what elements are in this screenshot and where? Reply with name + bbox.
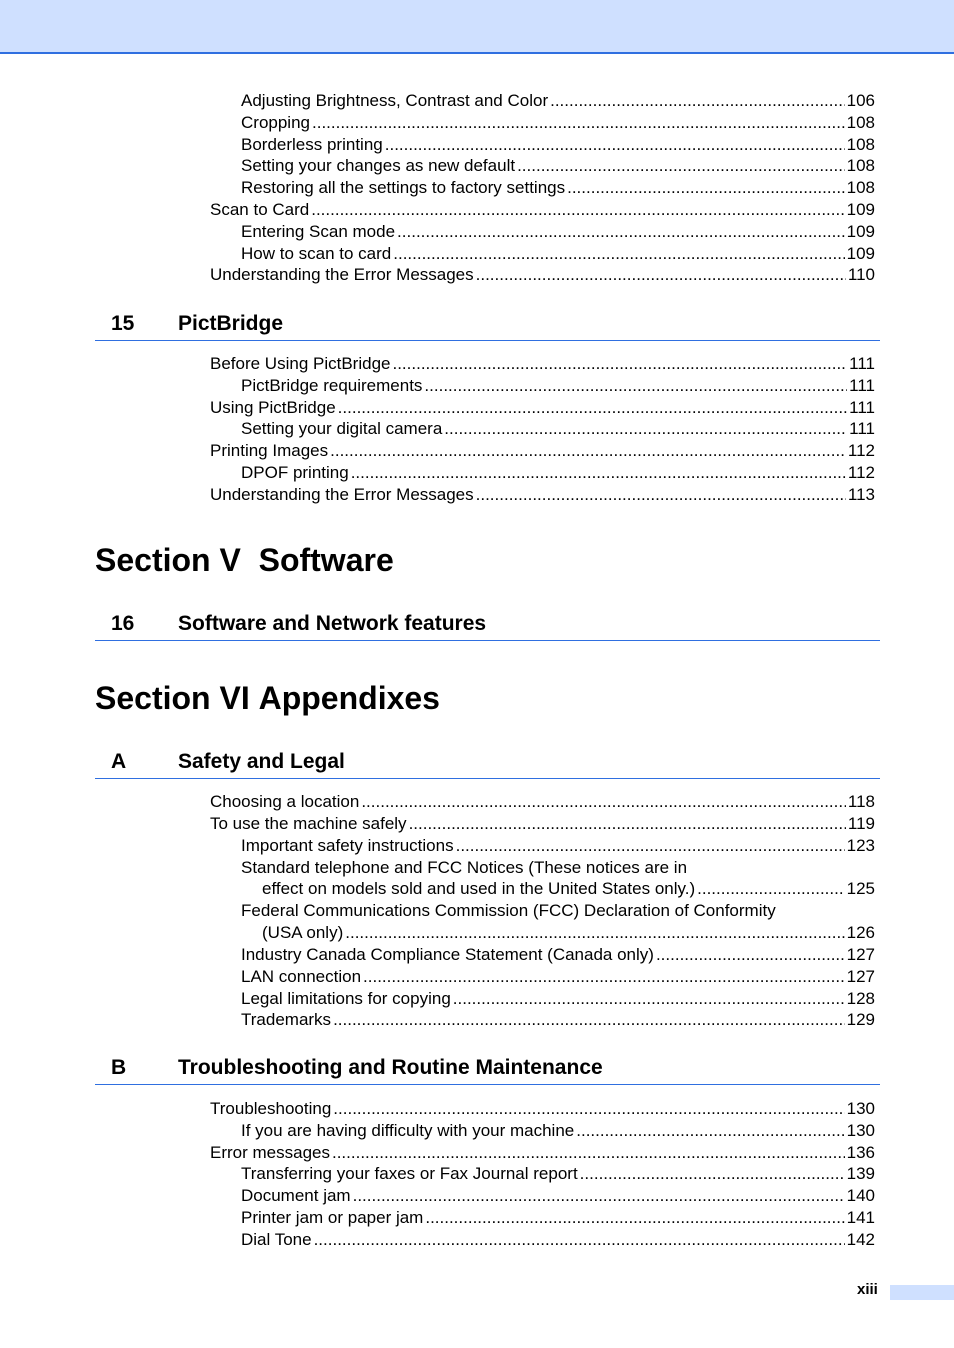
toc-entry-page: 109: [846, 243, 875, 263]
chapter-number: B: [111, 1056, 127, 1079]
toc-entry[interactable]: [210, 1142, 875, 1163]
toc-entry-title: Industry Canada Compliance Statement (Canada only): [241, 945, 654, 964]
toc-entry-title: If you are having difficulty with your machine: [241, 1120, 575, 1140]
chapter-title: Troubleshooting and Routine Maintenance: [178, 1056, 603, 1079]
toc-entry-page: 123: [846, 836, 875, 855]
chapter-15-heading[interactable]: [95, 312, 880, 341]
leader-dots: [697, 878, 844, 899]
chapter-title: Safety and Legal: [178, 750, 345, 773]
toc-entry-page: 130: [846, 1099, 875, 1118]
toc-entry[interactable]: [241, 177, 875, 198]
leader-dots: [385, 134, 845, 155]
toc-entry[interactable]: [241, 1009, 875, 1030]
toc-entry-title-line1[interactable]: Standard telephone and FCC Notices (These notices are in: [241, 858, 688, 877]
toc-entry-page: 126: [846, 923, 875, 942]
toc-entry[interactable]: [241, 966, 875, 987]
toc-entry-page: 140: [846, 1186, 875, 1206]
toc-entry[interactable]: [210, 813, 875, 834]
toc-entry-title: Error messages: [210, 1142, 330, 1162]
toc-entry-page: 108: [846, 178, 875, 198]
toc-entry-page: 136: [846, 1142, 875, 1162]
leader-dots: [338, 397, 847, 418]
toc-entry[interactable]: [210, 199, 875, 220]
toc-entry-page: 109: [846, 221, 875, 241]
toc-entry[interactable]: [241, 944, 875, 965]
toc-entry-page: 112: [847, 463, 875, 482]
toc-entry-title: LAN connection: [241, 967, 362, 986]
toc-entry-page: 128: [846, 989, 875, 1008]
toc-entry-title: Transferring your faxes or Fax Journal report: [241, 1164, 578, 1184]
toc-entry-title: Troubleshooting: [210, 1099, 332, 1118]
toc-entry-page: 111: [849, 419, 875, 439]
toc-entry-title: Printer jam or paper jam: [241, 1208, 424, 1227]
toc-entry-title: Scan to Card: [210, 200, 310, 219]
toc-entry[interactable]: [241, 90, 875, 111]
toc-entry[interactable]: [241, 243, 875, 264]
toc-entry-title: Using PictBridge: [210, 397, 336, 417]
leader-dots: [345, 922, 844, 943]
section-number: Section V: [95, 542, 241, 578]
toc-entry-title: DPOF printing: [241, 463, 349, 482]
toc-entry-page: 129: [846, 1010, 875, 1029]
toc-entry-title: Borderless printing: [241, 134, 383, 154]
toc-entry-title: Setting your changes as new default: [241, 156, 516, 176]
toc-entry-page: 111: [849, 375, 875, 395]
toc-entry-title: Setting your digital camera: [241, 419, 443, 439]
leader-dots: [351, 462, 846, 483]
toc-entry[interactable]: [241, 1120, 875, 1141]
toc-entry[interactable]: [210, 484, 875, 505]
toc-entry-title: Adjusting Brightness, Contrast and Color: [241, 91, 549, 110]
chapter-16-heading[interactable]: [95, 612, 880, 641]
leader-dots: [444, 418, 847, 439]
toc-entry[interactable]: [241, 1163, 875, 1184]
section-vi-heading: [95, 680, 440, 717]
chapter-b-heading[interactable]: [95, 1056, 880, 1085]
toc-entry-title: Cropping: [241, 112, 310, 132]
toc-entry[interactable]: [241, 1207, 875, 1228]
toc-entry-title: PictBridge requirements: [241, 375, 423, 395]
leader-dots: [393, 243, 844, 264]
header-band: [0, 0, 954, 54]
section-title: Software: [258, 542, 394, 578]
toc-entry-page: 111: [849, 354, 875, 373]
toc-entry[interactable]: [210, 397, 875, 418]
toc-entry[interactable]: [241, 221, 875, 242]
chapter-title: PictBridge: [178, 312, 284, 335]
toc-entry[interactable]: [210, 791, 875, 812]
leader-dots: [409, 813, 846, 834]
footer-tab: [890, 1285, 954, 1300]
toc-entry-page: 109: [846, 200, 875, 219]
leader-dots: [456, 835, 845, 856]
leader-dots: [656, 944, 845, 965]
leader-dots: [550, 90, 845, 111]
section-number: Section VI: [95, 680, 250, 716]
toc-entry-page: 106: [846, 91, 875, 110]
toc-entry-page: 118: [847, 792, 875, 811]
toc-entry-title: Important safety instructions: [241, 836, 454, 855]
toc-entry[interactable]: [262, 922, 875, 943]
page-number: xiii: [857, 1281, 878, 1298]
section-title: Appendixes: [258, 680, 440, 716]
toc-entry[interactable]: [262, 878, 875, 899]
toc-entry-title: To use the machine safely: [210, 814, 407, 833]
leader-dots: [392, 353, 847, 374]
leader-dots: [517, 155, 845, 176]
toc-entry-title: How to scan to card: [241, 243, 392, 263]
leader-dots: [330, 440, 846, 461]
toc-entry[interactable]: [210, 1098, 875, 1119]
chapter-title: Software and Network features: [178, 612, 487, 635]
leader-dots: [332, 1142, 845, 1163]
leader-dots: [333, 1009, 845, 1030]
leader-dots: [397, 221, 845, 242]
toc-entry[interactable]: [241, 112, 875, 133]
section-v-heading: [95, 542, 394, 579]
toc-entry-title: Printing Images: [210, 441, 329, 461]
chapter-number: 16: [111, 612, 135, 635]
leader-dots: [476, 264, 846, 285]
toc-entry[interactable]: [210, 353, 875, 374]
leader-dots: [580, 1163, 845, 1184]
leader-dots: [476, 484, 846, 505]
toc-entry-page: 130: [846, 1120, 875, 1140]
leader-dots: [312, 112, 845, 133]
toc-entry-page: 125: [846, 879, 875, 898]
toc-entry-title: Trademarks: [241, 1010, 332, 1029]
leader-dots: [453, 988, 845, 1009]
toc-entry-title: Dial Tone: [241, 1229, 312, 1249]
leader-dots: [363, 966, 845, 987]
toc-entry-page: 139: [846, 1164, 875, 1184]
toc-entry-page: 119: [847, 814, 875, 833]
toc-entry[interactable]: [241, 835, 875, 856]
toc-entry-title: Before Using PictBridge: [210, 354, 391, 373]
toc-entry-title: (USA only): [262, 923, 344, 942]
toc-entry-title: Entering Scan mode: [241, 221, 396, 241]
toc-entry[interactable]: [210, 264, 875, 285]
leader-dots: [567, 177, 845, 198]
toc-entry-title: Understanding the Error Messages: [210, 265, 474, 285]
toc-entry[interactable]: [241, 1185, 875, 1206]
toc-entry-title: effect on models sold and used in the United States only.): [262, 879, 696, 898]
toc-entry[interactable]: [241, 462, 875, 483]
toc-entry-page: 113: [847, 484, 875, 504]
toc-entry[interactable]: [241, 1229, 875, 1250]
toc-entry-title: Understanding the Error Messages: [210, 484, 474, 504]
leader-dots: [425, 1207, 844, 1228]
toc-entry[interactable]: [210, 440, 875, 461]
toc-entry-page: 141: [846, 1208, 875, 1227]
toc-entry-page: 110: [847, 265, 875, 285]
toc-entry-page: 108: [846, 134, 875, 154]
toc-entry[interactable]: [241, 988, 875, 1009]
toc-entry[interactable]: [241, 375, 875, 396]
toc-entry-page: 111: [849, 397, 875, 417]
toc-entry-page: 112: [847, 441, 875, 461]
toc-entry-page: 142: [846, 1229, 875, 1249]
toc-entry-title: Document jam: [241, 1186, 351, 1206]
toc-entry-page: 108: [846, 112, 875, 132]
leader-dots: [314, 1229, 845, 1250]
chapter-number: 15: [111, 312, 135, 335]
toc-entry[interactable]: [241, 134, 875, 155]
toc-entry-title-line1[interactable]: Federal Communications Commission (FCC) Declaration of Conformity: [241, 901, 776, 920]
chapter-number: A: [111, 750, 127, 773]
leader-dots: [424, 375, 847, 396]
leader-dots: [333, 1098, 844, 1119]
chapter-a-heading[interactable]: [95, 750, 880, 779]
toc-entry-page: 108: [846, 156, 875, 176]
toc-entry-title: Legal limitations for copying: [241, 989, 451, 1008]
leader-dots: [353, 1185, 845, 1206]
leader-dots: [311, 199, 844, 220]
toc-entry-page: 127: [846, 967, 875, 986]
toc-entry[interactable]: [241, 155, 875, 176]
leader-dots: [576, 1120, 844, 1141]
toc-entry-page: 127: [846, 945, 875, 964]
toc-entry[interactable]: [241, 418, 875, 439]
toc-entry-title: Choosing a location: [210, 792, 360, 811]
leader-dots: [361, 791, 846, 812]
toc-entry-title: Restoring all the settings to factory settings: [241, 178, 566, 198]
